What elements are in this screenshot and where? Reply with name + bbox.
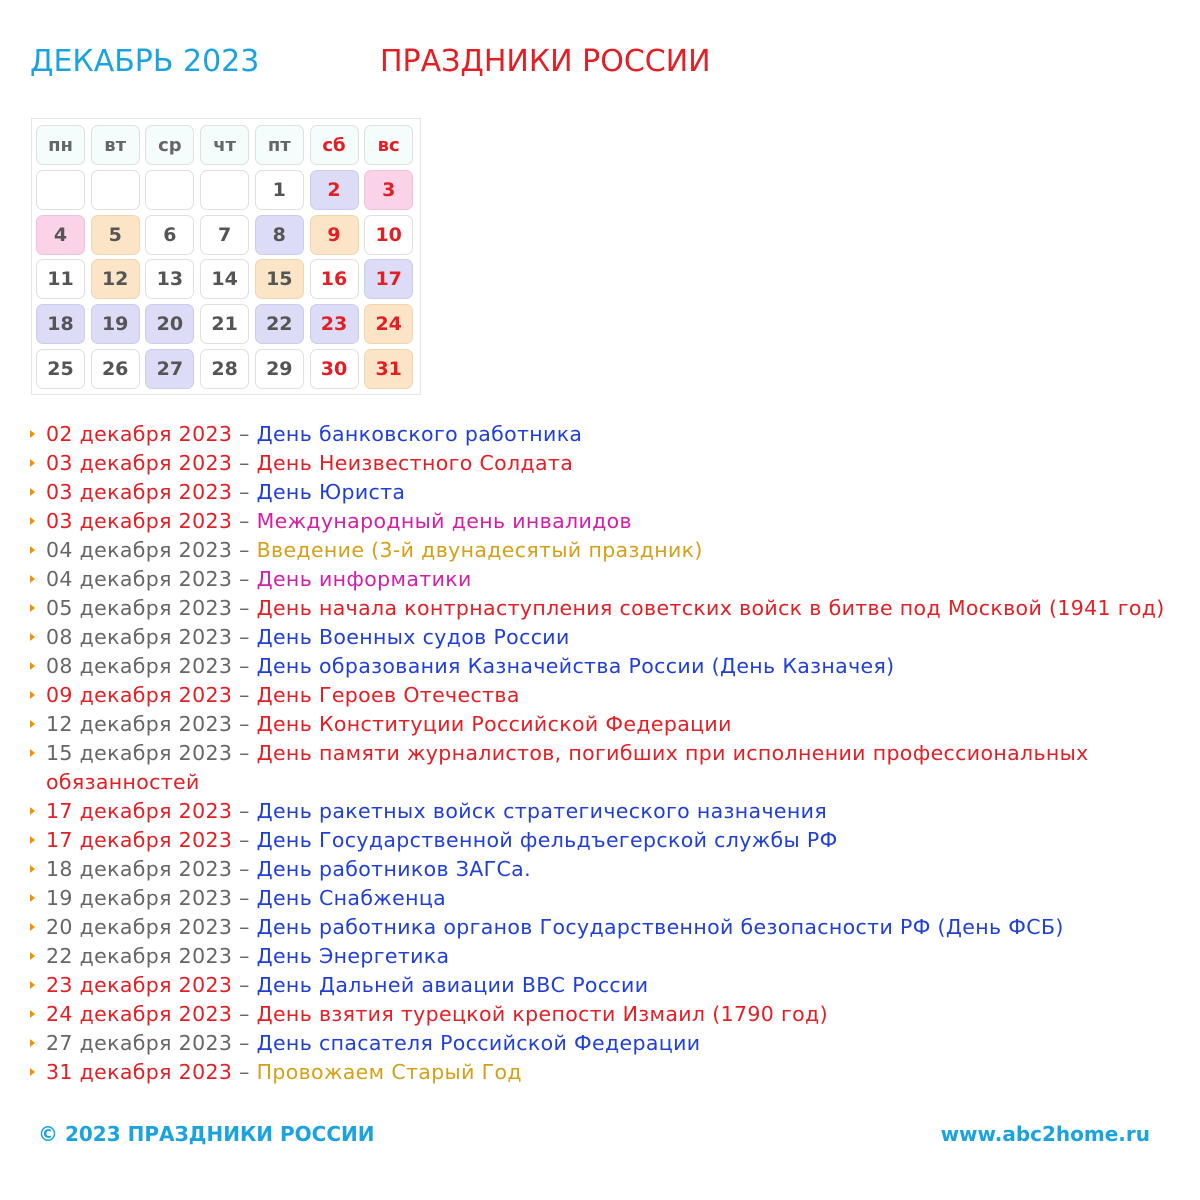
- calendar-day[interactable]: 13: [145, 259, 194, 299]
- holiday-date: 08 декабря 2023: [46, 625, 233, 649]
- separator-dash: –: [232, 596, 257, 620]
- calendar-day[interactable]: 18: [36, 304, 85, 344]
- holiday-item: [30, 681, 1180, 710]
- calendar-day[interactable]: 9: [310, 215, 359, 255]
- bullet-arrow-icon: [30, 1068, 35, 1076]
- calendar-week-row: [36, 215, 416, 257]
- calendar-weekday: сб: [310, 125, 359, 165]
- bullet-arrow-icon: [30, 923, 35, 931]
- holiday-item: [30, 913, 1180, 942]
- separator-dash: –: [232, 509, 257, 533]
- bullet-arrow-icon: [30, 430, 35, 438]
- holiday-name: День образования Казначейства России (День Казначея): [256, 654, 895, 678]
- separator-dash: –: [232, 683, 257, 707]
- holiday-name: День Энергетика: [256, 944, 450, 968]
- holiday-item: [30, 1029, 1180, 1058]
- bullet-arrow-icon: [30, 1039, 35, 1047]
- holiday-item: [30, 1000, 1180, 1029]
- holiday-date: 05 декабря 2023: [46, 596, 233, 620]
- holiday-date: 17 декабря 2023: [46, 828, 233, 852]
- calendar-weekday: пн: [36, 125, 85, 165]
- separator-dash: –: [232, 915, 257, 939]
- separator-dash: –: [232, 480, 257, 504]
- holiday-date: 02 декабря 2023: [46, 422, 233, 446]
- holiday-name: День спасателя Российской Федерации: [256, 1031, 701, 1055]
- holiday-name: День Государственной фельдъегерской службы РФ: [256, 828, 838, 852]
- holiday-item: [30, 826, 1180, 855]
- calendar-empty-day: [91, 170, 140, 210]
- holiday-name: День ракетных войск стратегического назначения: [256, 799, 827, 823]
- separator-dash: –: [232, 654, 257, 678]
- holiday-date: 24 декабря 2023: [46, 1002, 233, 1026]
- holiday-name: Провожаем Старый Год: [256, 1060, 522, 1084]
- separator-dash: –: [232, 944, 257, 968]
- bullet-arrow-icon: [30, 517, 35, 525]
- bullet-arrow-icon: [30, 575, 35, 583]
- bullet-arrow-icon: [30, 604, 35, 612]
- holiday-item: [30, 797, 1180, 826]
- holiday-date: 18 декабря 2023: [46, 857, 233, 881]
- separator-dash: –: [232, 712, 257, 736]
- separator-dash: –: [232, 828, 257, 852]
- holiday-name: Введение (3-й двунадесятый праздник): [256, 538, 703, 562]
- calendar-day[interactable]: 30: [310, 349, 359, 389]
- holiday-date: 03 декабря 2023: [46, 451, 233, 475]
- calendar-day[interactable]: 5: [91, 215, 140, 255]
- separator-dash: –: [232, 1060, 257, 1084]
- calendar-weekday: вт: [91, 125, 140, 165]
- holiday-item: [30, 623, 1180, 652]
- calendar-day[interactable]: 3: [364, 170, 413, 210]
- separator-dash: –: [232, 422, 257, 446]
- holiday-date: 19 декабря 2023: [46, 886, 233, 910]
- holiday-date: 04 декабря 2023: [46, 538, 233, 562]
- holiday-item: [30, 536, 1180, 565]
- holiday-name: День Юриста: [256, 480, 406, 504]
- calendar-weekday: пт: [255, 125, 304, 165]
- separator-dash: –: [232, 886, 257, 910]
- bullet-arrow-icon: [30, 633, 35, 641]
- calendar-day[interactable]: 27: [145, 349, 194, 389]
- bullet-arrow-icon: [30, 952, 35, 960]
- holiday-name: День Конституции Российской Федерации: [256, 712, 732, 736]
- calendar-weekday-row: [36, 125, 416, 167]
- holiday-item: [30, 855, 1180, 884]
- holiday-name: День Героев Отечества: [256, 683, 520, 707]
- calendar-weekday: чт: [200, 125, 249, 165]
- calendar-week-row: [36, 349, 416, 391]
- calendar-day[interactable]: 25: [36, 349, 85, 389]
- holiday-name: Международный день инвалидов: [256, 509, 632, 533]
- bullet-arrow-icon: [30, 836, 35, 844]
- calendar-day[interactable]: 10: [364, 215, 413, 255]
- calendar-day[interactable]: 2: [310, 170, 359, 210]
- holiday-date: 04 декабря 2023: [46, 567, 233, 591]
- holiday-date: 23 декабря 2023: [46, 973, 233, 997]
- holiday-item: [30, 1058, 1180, 1087]
- separator-dash: –: [232, 538, 257, 562]
- holiday-date: 31 декабря 2023: [46, 1060, 233, 1084]
- calendar-day[interactable]: 21: [200, 304, 249, 344]
- calendar-empty-day: [200, 170, 249, 210]
- holiday-date: 09 декабря 2023: [46, 683, 233, 707]
- separator-dash: –: [232, 973, 257, 997]
- calendar-day[interactable]: 16: [310, 259, 359, 299]
- holiday-item: [30, 710, 1180, 739]
- holiday-item: [30, 884, 1180, 913]
- holiday-item: [30, 739, 1180, 797]
- footer-copyright: © 2023 ПРАЗДНИКИ РОССИИ: [38, 1122, 375, 1146]
- holiday-name: День Дальней авиации ВВС России: [256, 973, 649, 997]
- holiday-date: 20 декабря 2023: [46, 915, 233, 939]
- holiday-date: 08 декабря 2023: [46, 654, 233, 678]
- calendar-day[interactable]: 19: [91, 304, 140, 344]
- holiday-date: 03 декабря 2023: [46, 480, 233, 504]
- holiday-item: [30, 449, 1180, 478]
- holiday-item: [30, 652, 1180, 681]
- holiday-list: [30, 420, 1180, 1087]
- separator-dash: –: [232, 799, 257, 823]
- calendar-empty-day: [145, 170, 194, 210]
- separator-dash: –: [232, 625, 257, 649]
- calendar-day[interactable]: 1: [255, 170, 304, 210]
- holiday-date: 15 декабря 2023: [46, 741, 233, 765]
- bullet-arrow-icon: [30, 749, 35, 757]
- calendar-day[interactable]: 14: [200, 259, 249, 299]
- calendar-day[interactable]: 28: [200, 349, 249, 389]
- calendar-weekday: ср: [145, 125, 194, 165]
- holiday-name: День начала контрнаступления советских войск в битве под Москвой (1941 год): [256, 596, 1165, 620]
- holiday-date: 03 декабря 2023: [46, 509, 233, 533]
- calendar-day[interactable]: 20: [145, 304, 194, 344]
- calendar-day[interactable]: 29: [255, 349, 304, 389]
- calendar-grid: [31, 118, 421, 395]
- holiday-name: День Снабженца: [256, 886, 447, 910]
- separator-dash: –: [232, 451, 257, 475]
- holiday-date: 27 декабря 2023: [46, 1031, 233, 1055]
- calendar-day[interactable]: 15: [255, 259, 304, 299]
- calendar-day[interactable]: 24: [364, 304, 413, 344]
- bullet-arrow-icon: [30, 546, 35, 554]
- bullet-arrow-icon: [30, 1010, 35, 1018]
- page-title: ПРАЗДНИКИ РОССИИ: [380, 44, 711, 79]
- calendar-day[interactable]: 6: [145, 215, 194, 255]
- separator-dash: –: [232, 1031, 257, 1055]
- holiday-item: [30, 420, 1180, 449]
- bullet-arrow-icon: [30, 488, 35, 496]
- calendar-week-row: [36, 170, 416, 212]
- calendar-day[interactable]: 8: [255, 215, 304, 255]
- calendar-week-row: [36, 259, 416, 301]
- bullet-arrow-icon: [30, 459, 35, 467]
- bullet-arrow-icon: [30, 807, 35, 815]
- holiday-name: День Неизвестного Солдата: [256, 451, 574, 475]
- calendar-weekday: вс: [364, 125, 413, 165]
- calendar-day[interactable]: 22: [255, 304, 304, 344]
- holiday-item: [30, 507, 1180, 536]
- calendar-day[interactable]: 11: [36, 259, 85, 299]
- bullet-arrow-icon: [30, 981, 35, 989]
- holiday-name: День памяти журналистов, погибших при исполнении профессиональных обязанностей: [46, 741, 1089, 794]
- holiday-item: [30, 594, 1180, 623]
- calendar-day[interactable]: 17: [364, 259, 413, 299]
- calendar-week-row: [36, 304, 416, 346]
- holiday-name: День информатики: [256, 567, 472, 591]
- bullet-arrow-icon: [30, 662, 35, 670]
- calendar-day[interactable]: 23: [310, 304, 359, 344]
- holiday-name: День Военных судов России: [256, 625, 570, 649]
- bullet-arrow-icon: [30, 691, 35, 699]
- holiday-item: [30, 971, 1180, 1000]
- holiday-item: [30, 565, 1180, 594]
- calendar-day[interactable]: 26: [91, 349, 140, 389]
- bullet-arrow-icon: [30, 865, 35, 873]
- holiday-name: День взятия турецкой крепости Измаил (1790 год): [256, 1002, 828, 1026]
- holiday-item: [30, 942, 1180, 971]
- holiday-name: День банковского работника: [256, 422, 583, 446]
- holiday-date: 17 декабря 2023: [46, 799, 233, 823]
- separator-dash: –: [232, 741, 257, 765]
- holiday-date: 12 декабря 2023: [46, 712, 233, 736]
- month-title: ДЕКАБРЬ 2023: [30, 44, 260, 79]
- bullet-arrow-icon: [30, 720, 35, 728]
- holiday-item: [30, 478, 1180, 507]
- holiday-name: День работника органов Государственной безопасности РФ (День ФСБ): [256, 915, 1064, 939]
- calendar-day[interactable]: 12: [91, 259, 140, 299]
- holiday-date: 22 декабря 2023: [46, 944, 233, 968]
- calendar-day[interactable]: 7: [200, 215, 249, 255]
- holiday-name: День работников ЗАГСа.: [256, 857, 531, 881]
- calendar-day[interactable]: 4: [36, 215, 85, 255]
- calendar-day[interactable]: 31: [364, 349, 413, 389]
- separator-dash: –: [232, 857, 257, 881]
- footer-website-link[interactable]: www.abc2home.ru: [940, 1122, 1150, 1146]
- separator-dash: –: [232, 567, 257, 591]
- calendar-empty-day: [36, 170, 85, 210]
- bullet-arrow-icon: [30, 894, 35, 902]
- separator-dash: –: [232, 1002, 257, 1026]
